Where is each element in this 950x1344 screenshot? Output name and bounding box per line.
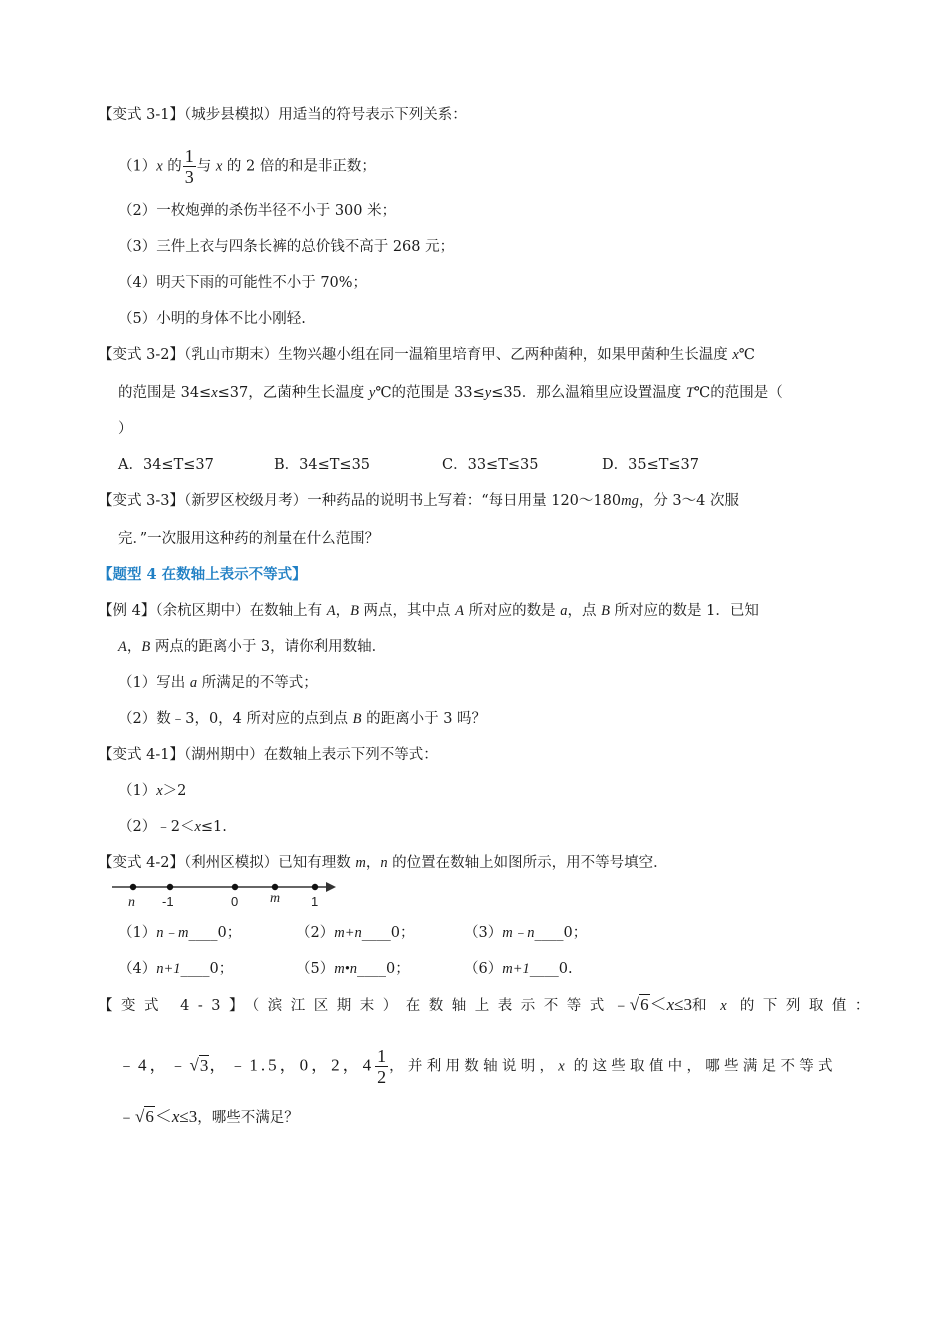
variant-4-1-item-1: （1）x＞2 <box>118 783 187 799</box>
blank-5[interactable]: （5）m•n____0； <box>296 961 410 977</box>
variant-3-1-item-4: （4）明天下雨的可能性不小于 70%； <box>118 275 368 291</box>
variant-3-1-item-3: （3）三件上衣与四条长裤的总价钱不高于 268 元； <box>118 239 455 255</box>
example-4-question-2: （2）数﹣3，0，4 所对应的点到点 B 的距离小于 3 吗？ <box>118 711 487 727</box>
variant-4-2-row-2 <box>118 958 888 980</box>
variant-3-1-item-1: （1）x 的 $\frac{1}{3}$ 与 x 的 2 倍的和是非正数； <box>118 146 376 187</box>
variant-4-3-line-2: ﹣4，﹣√3，﹣1.5，0，2，4 $\frac{1}{2}$ ，并利用数轴说明，x 的这些取值中，哪些满足不等式 <box>118 1046 837 1087</box>
variant-3-3-line-2: 完．”一次服用这种药的剂量在什么范围？ <box>118 531 380 547</box>
variant-4-2-row-1 <box>118 922 888 944</box>
point-m <box>272 884 278 890</box>
example-4-line-2: A，B 两点的距离小于 3，请你利用数轴． <box>118 639 387 655</box>
variant-4-2-title: 【变式 4-2】（利州区模拟）已知有理数 m，n 的位置在数轴上如图所示，用不等号填空． <box>98 855 668 871</box>
variant-3-2-line-3: ） <box>118 421 133 437</box>
variant-4-1-item-2: （2）﹣2＜x≤1. <box>118 819 227 835</box>
example-4-question-1: （1）写出 a 所满足的不等式； <box>118 675 318 691</box>
number-line-arrow <box>326 882 336 892</box>
variant-3-2-line-2: 的范围是 34≤x≤37，乙菌种生长温度 y℃的范围是 33≤y≤35．那么温箱里应设置温度 T℃的范围是（ <box>118 385 783 401</box>
variant-3-1-item-5: （5）小明的身体不比小刚轻. <box>118 311 306 327</box>
number-line-figure <box>110 876 340 910</box>
variant-3-1-item-2: （2）一枚炮弹的杀伤半径不小于 300 米； <box>118 203 397 219</box>
point-0 <box>232 884 238 890</box>
blank-1[interactable]: （1）n﹣m____0； <box>118 925 242 941</box>
variant-4-3-line-3: ﹣√6＜x≤3，哪些不满足？ <box>118 1107 299 1126</box>
point-n <box>130 884 136 890</box>
blank-6[interactable]: （6）m+1____0. <box>464 961 573 977</box>
choice-c[interactable]: C．33≤T≤35 <box>442 457 539 473</box>
choice-d[interactable]: D．35≤T≤37 <box>602 457 699 473</box>
variant-3-2-choices <box>118 454 888 476</box>
label-0: 0 <box>231 894 239 909</box>
fraction-one-half: $\frac{1}{2}$ <box>377 1046 387 1087</box>
label-m: m <box>270 891 281 906</box>
label-1: 1 <box>311 894 319 909</box>
variant-3-3-line-1: 【变式 3-3】（新罗区校级月考）一种药品的说明书上写着：“每日用量 120～180mg，分 3～4 次服 <box>98 493 739 509</box>
choice-a[interactable]: A．34≤T≤37 <box>118 457 214 473</box>
blank-4[interactable]: （4）n+1____0； <box>118 961 234 977</box>
variant-4-1-title: 【变式 4-1】（湖州期中）在数轴上表示下列不等式： <box>98 747 438 763</box>
variant-4-3-line-1: 【变式 4-3】（滨江区期末）在数轴上表示不等式﹣√6＜x≤3和 x 的下列取值： <box>98 995 878 1014</box>
choice-b[interactable]: B．34≤T≤35 <box>274 457 371 473</box>
blank-3[interactable]: （3）m﹣n____0； <box>464 925 588 941</box>
variant-3-2-line-1: 【变式 3-2】（乳山市期末）生物兴趣小组在同一温箱里培育甲、乙两种菌种，如果甲菌种生长温度 x℃ <box>98 347 755 363</box>
topic-4-heading: 【题型 4 在数轴上表示不等式】 <box>98 566 307 583</box>
fraction-one-third: $\frac{1}{3}$ <box>184 146 194 187</box>
point-1 <box>312 884 318 890</box>
label-n: n <box>128 895 135 910</box>
label-neg-1: -1 <box>162 894 174 909</box>
variant-3-1-title: 【变式 3-1】（城步县模拟）用适当的符号表示下列关系： <box>98 107 467 123</box>
example-4-line-1: 【例 4】（余杭区期中）在数轴上有 A，B 两点，其中点 A 所对应的数是 a，点 B 所对应的数是 1．已知 <box>98 603 759 619</box>
point-neg-1 <box>167 884 173 890</box>
blank-2[interactable]: （2）m+n____0； <box>296 925 415 941</box>
